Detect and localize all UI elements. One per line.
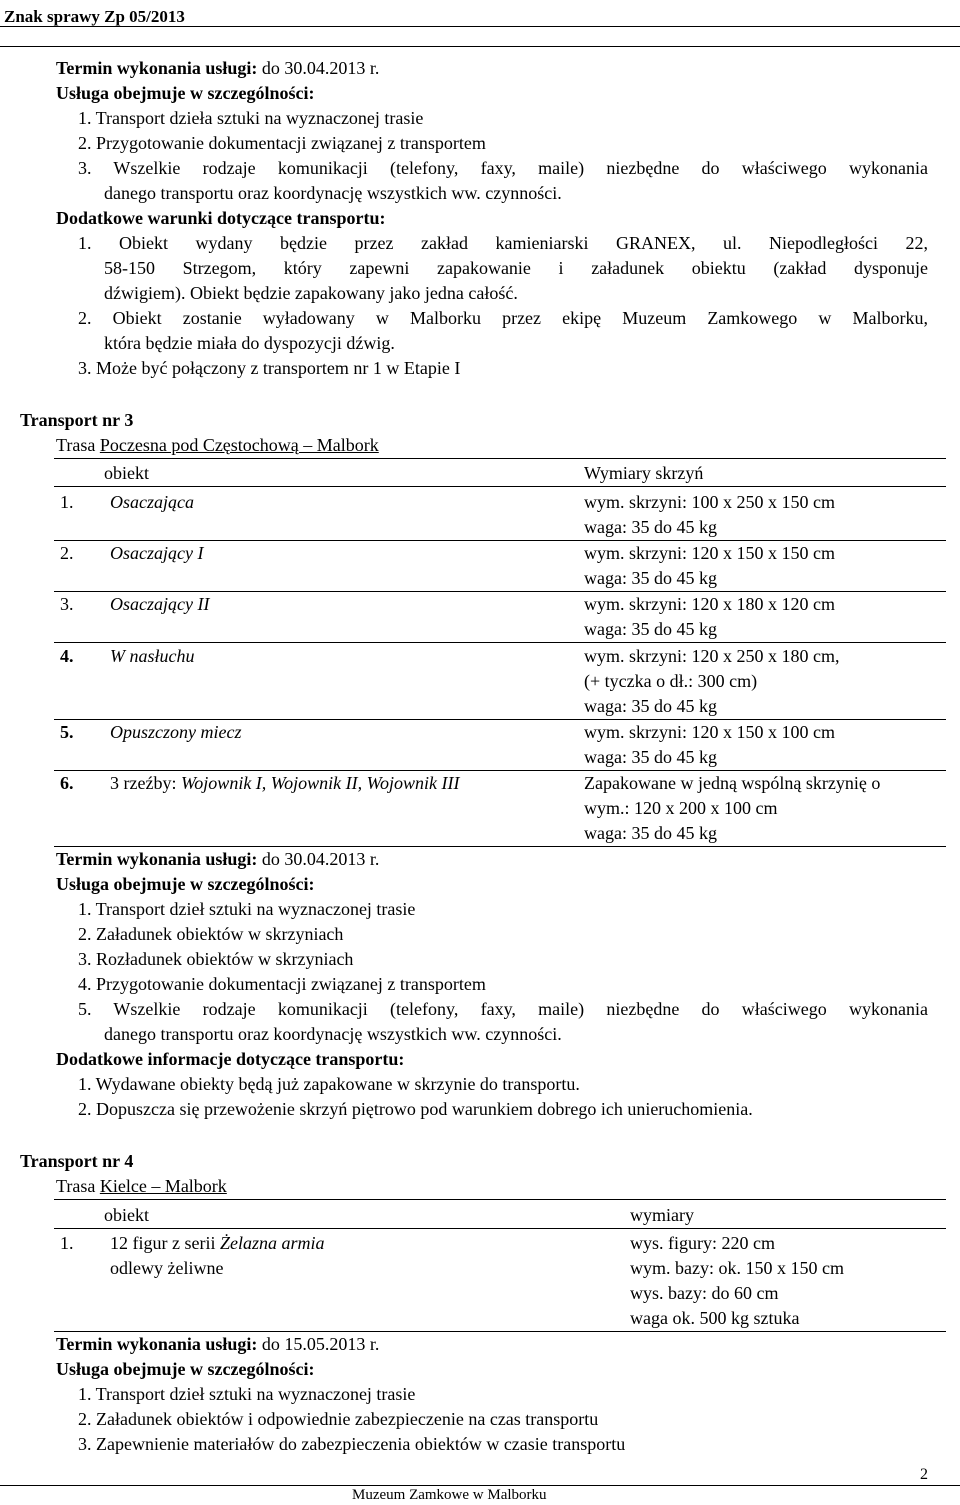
route-prefix: Trasa bbox=[56, 1176, 96, 1196]
item-number: 1. bbox=[60, 492, 74, 512]
item-name: Osaczający I bbox=[110, 543, 204, 563]
item-number: 1. bbox=[60, 1233, 74, 1253]
deadline-row bbox=[56, 1332, 379, 1357]
transport-4-route bbox=[56, 1174, 227, 1199]
extra-conditions-label: Dodatkowe warunki dotyczące transportu: bbox=[56, 208, 386, 228]
route-prefix: Trasa bbox=[56, 435, 96, 455]
service-item: 1. Transport dzieł sztuki na wyznaczonej trasie bbox=[78, 899, 416, 919]
extra-item-cont: dźwigiem). Obiekt będzie zapakowany jako jedna całość. bbox=[104, 283, 518, 303]
service-item: 2. Przygotowanie dokumentacji związanej z transportem bbox=[78, 133, 486, 153]
extra-item: 1. Wydawane obiekty będą już zapakowane w skrzynie do transportu. bbox=[78, 1074, 580, 1094]
item-number: 3. bbox=[60, 594, 74, 614]
service-item: 3. Rozładunek obiektów w skrzyniach bbox=[78, 949, 354, 969]
item-weight: waga: 35 do 45 kg bbox=[584, 747, 717, 767]
table-header-rule bbox=[54, 1228, 946, 1229]
service-item: 5. Wszelkie rodzaje komunikacji (telefony, faxy, maile) niezbędne do właściwego wykonania bbox=[78, 999, 928, 1019]
extra-item: 3. Może być połączony z transportem nr 1 w Etapie I bbox=[78, 358, 461, 378]
transport-3-route bbox=[56, 433, 379, 458]
services-label: Usługa obejmuje w szczególności: bbox=[56, 83, 315, 103]
header-rule bbox=[0, 26, 960, 27]
item-name: Osaczający II bbox=[110, 594, 210, 614]
item-dims: wys. figury: 220 cm bbox=[630, 1233, 775, 1253]
extra-item: 2. Dopuszcza się przewożenie skrzyń piętrowo pod warunkiem dobrego ich unieruchomienia. bbox=[78, 1099, 753, 1119]
service-item: 1. Transport dzieła sztuki na wyznaczonej trasie bbox=[78, 108, 424, 128]
extra-info-label: Dodatkowe informacje dotyczące transportu: bbox=[56, 1049, 405, 1069]
service-item: 1. Transport dzieł sztuki na wyznaczonej trasie bbox=[78, 1384, 416, 1404]
item-name: Opuszczony miecz bbox=[110, 722, 242, 742]
extra-item: 1. Obiekt wydany będzie przez zakład kamieniarski GRANEX, ul. Niepodległości 22, bbox=[78, 233, 928, 253]
route-name: Poczesna pod Częstochową – Malbork bbox=[99, 435, 379, 455]
page-number: 2 bbox=[920, 1466, 928, 1483]
header-rule-2 bbox=[0, 46, 960, 47]
route-name: Kielce – Malbork bbox=[99, 1176, 227, 1196]
table-header-rule bbox=[54, 486, 946, 487]
service-item: 3. Zapewnienie materiałów do zabezpieczenia obiektów w czasie transportu bbox=[78, 1434, 626, 1454]
item-name bbox=[110, 771, 459, 796]
extra-item-cont: która będzie miała do dyspozycji dźwig. bbox=[104, 333, 395, 353]
item-weight: waga: 35 do 45 kg bbox=[584, 696, 717, 716]
item-dims-extra: (+ tyczka o dł.: 300 cm) bbox=[584, 671, 758, 691]
item-number: 5. bbox=[60, 722, 74, 742]
item-name: Osaczająca bbox=[110, 492, 194, 512]
item-weight: waga: 35 do 45 kg bbox=[584, 568, 717, 588]
deadline-label: Termin wykonania usługi: bbox=[56, 58, 258, 78]
item-dims: wys. bazy: do 60 cm bbox=[630, 1283, 779, 1303]
item-description: odlewy żeliwne bbox=[110, 1258, 224, 1278]
table-top-rule bbox=[54, 458, 946, 459]
deadline-value: do 30.04.2013 r. bbox=[261, 849, 380, 869]
services-label: Usługa obejmuje w szczególności: bbox=[56, 874, 315, 894]
item-number: 4. bbox=[60, 646, 74, 666]
item-number: 6. bbox=[60, 773, 74, 793]
item-dims-extra: wym.: 120 x 200 x 100 cm bbox=[584, 798, 778, 818]
column-header-dims: Wymiary skrzyń bbox=[584, 463, 704, 483]
service-item-cont: danego transportu oraz koordynację wszystkich ww. czynności. bbox=[104, 183, 562, 203]
item-dims: Zapakowane w jedną wspólną skrzynię o bbox=[584, 773, 881, 793]
service-item-cont: danego transportu oraz koordynację wszystkich ww. czynności. bbox=[104, 1024, 562, 1044]
deadline-row bbox=[56, 847, 379, 872]
column-header-object: obiekt bbox=[104, 1205, 149, 1225]
item-weight: waga ok. 500 kg sztuka bbox=[630, 1308, 800, 1328]
services-label: Usługa obejmuje w szczególności: bbox=[56, 1359, 315, 1379]
deadline-label: Termin wykonania usługi: bbox=[56, 1334, 258, 1354]
row-rule bbox=[54, 642, 946, 643]
item-number: 2. bbox=[60, 543, 74, 563]
item-name-prefix: 3 rzeźby: bbox=[110, 773, 181, 793]
column-header-dims: wymiary bbox=[630, 1205, 694, 1225]
transport-3-title: Transport nr 3 bbox=[20, 410, 134, 430]
item-weight: waga: 35 do 45 kg bbox=[584, 517, 717, 537]
service-item: 2. Załadunek obiektów w skrzyniach bbox=[78, 924, 344, 944]
deadline-row bbox=[56, 56, 379, 81]
item-weight: waga: 35 do 45 kg bbox=[584, 823, 717, 843]
extra-item-cont: 58-150 Strzegom, który zapewni zapakowanie i załadunek obiektu (zakład dysponuje bbox=[104, 258, 928, 278]
deadline-label: Termin wykonania usługi: bbox=[56, 849, 258, 869]
service-item: 3. Wszelkie rodzaje komunikacji (telefony, faxy, maile) niezbędne do właściwego wykonania bbox=[78, 158, 928, 178]
item-name-italic: Żelazna armia bbox=[219, 1233, 325, 1253]
item-dims: wym. skrzyni: 120 x 250 x 180 cm, bbox=[584, 646, 840, 666]
item-name-prefix: 12 figur z serii bbox=[110, 1233, 220, 1253]
case-reference: Znak sprawy Zp 05/2013 bbox=[4, 7, 185, 26]
deadline-value: do 15.05.2013 r. bbox=[261, 1334, 380, 1354]
transport-4-title: Transport nr 4 bbox=[20, 1151, 134, 1171]
service-item: 2. Załadunek obiektów i odpowiednie zabezpieczenie na czas transportu bbox=[78, 1409, 599, 1429]
item-dims: wym. skrzyni: 120 x 180 x 120 cm bbox=[584, 594, 835, 614]
item-name bbox=[110, 1231, 324, 1256]
item-name-italic: Wojownik I, Wojownik II, Wojownik III bbox=[180, 773, 460, 793]
item-weight: waga: 35 do 45 kg bbox=[584, 619, 717, 639]
item-dims: wym. skrzyni: 100 x 250 x 150 cm bbox=[584, 492, 835, 512]
item-dims: wym. skrzyni: 120 x 150 x 100 cm bbox=[584, 722, 835, 742]
service-item: 4. Przygotowanie dokumentacji związanej z transportem bbox=[78, 974, 486, 994]
item-name: W nasłuchu bbox=[110, 646, 195, 666]
table-top-rule bbox=[54, 1199, 946, 1200]
deadline-value: do 30.04.2013 r. bbox=[261, 58, 380, 78]
column-header-object: obiekt bbox=[104, 463, 149, 483]
extra-item: 2. Obiekt zostanie wyładowany w Malborku przez ekipę Muzeum Zamkowego w Malborku, bbox=[78, 308, 928, 328]
item-dims: wym. skrzyni: 120 x 150 x 150 cm bbox=[584, 543, 835, 563]
footer-institution: Muzeum Zamkowe w Malborku bbox=[352, 1487, 547, 1503]
item-dims: wym. bazy: ok. 150 x 150 cm bbox=[630, 1258, 844, 1278]
